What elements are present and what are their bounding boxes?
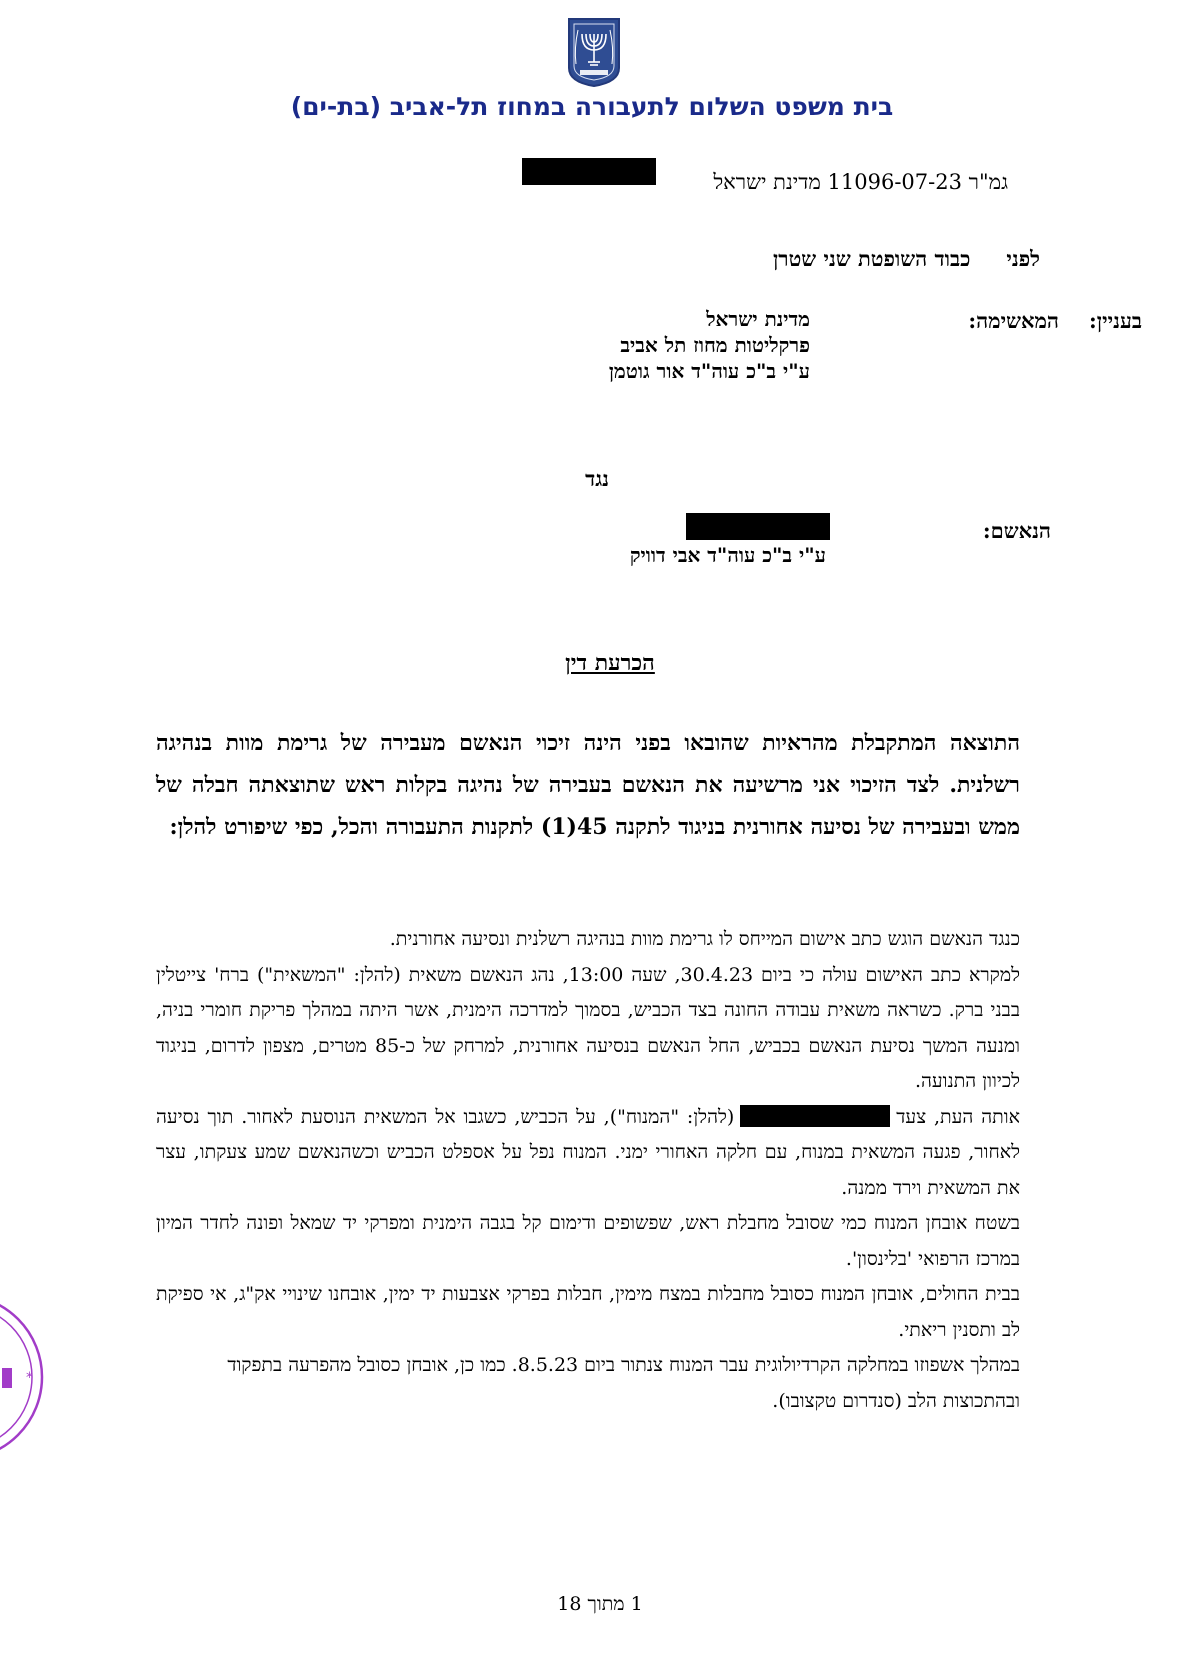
court-name: בית משפט השלום לתעבורה במחוז תל-אביב (בת-ים) [290,92,894,121]
paragraph: כנגד הנאשם הוגש כתב אישום המייחס לו גרימת מוות בנהיגה רשלנית ונסיעה אחורנית. [389,928,1020,950]
verdict-summary: התוצאה המתקבלת מהראיות שהובאו בפני הינה זיכוי הנאשם מעבירה של גרימת מוות בנהיגה רשלנית. לצד הזיכוי אני מרשיעה את הנאשם בעבירה של נהיגה בקלות ראש שתוצאתה חבלה של ממש ובעבירה של נסיעה אחורנית בניגוד לתקנה 45(1) לתקנות התעבורה והכל, כפי שיפורט להלן: [156,730,1020,840]
paragraph: למקרא כתב האישום עולה כי ביום 30.4.23, שעה 13:00, נהג הנאשם משאית (להלן: "המשאית") ברח' צייטלין בבני ברק. כשראה משאית עבודה החונה בצד הכביש, בסמוך למדרכה הימנית, אשר היתה במהלך פריקת חומרי בניה, ומנעה המשך נסיעת הנאשם בכביש, החל הנאשם בנסיעה אחורנית, למרחק של כ-85 מטרים, מצפון לדרום, בניגוד לכיוון התנועה. [156,963,1020,1092]
victim-suffix: (להלן: "המנוח"), על הכביש, כשגבו אל המשאית הנוסעת לאחור. תוך נסיעה לאחור, פגעה המשאית במנוח, עם חלקה האחורי ימני. המנוח נפל על אספלט הכביש וכשהנאשם שמע צעקתו, עצר את המשאית וירד ממנה. [156,1105,1020,1199]
versus-label: נגד [585,466,609,491]
judge-name: כבוד השופטת שני שטרן [772,246,971,271]
defendant-label: הנאשם: [982,518,1051,543]
paragraph: בשטח אובחן המנוח כמי שסובל מחבלת ראש, שפשופים ודימום קל בגבה הימנית ומפרקי יד שמאל ופונה לחדר המיון במרכז הרפואי 'בלינסון'. [156,1212,1020,1270]
redacted-defendant-name [686,513,830,540]
state-emblem-menorah-icon [566,16,622,88]
prosecution-label: המאשימה: [968,308,1059,333]
prosecution-block [609,306,810,384]
victim-prefix: אותה העת, צעד [896,1105,1020,1128]
defendant-counsel: ע"י ב"כ עוה"ד אבי דוויק [629,543,826,567]
prosecution-line: מדינת ישראל [706,307,810,331]
prosecution-line: ע"י ב"כ עוה"ד אור גוטמן [608,359,810,383]
svg-text:*: * [26,1370,33,1386]
page-indicator: 1 מתוך 18 [557,1593,643,1615]
before-label: לפני [1006,246,1040,271]
paragraph: במהלך אשפוזו במחלקה הקרדיולוגית עבר המנוח צנתור ביום 8.5.23. כמו כן, אובחן כסובל מהפרעה בתפקוד ובהתכוצות הלב (סנדרום טקצובו). [227,1354,1020,1412]
judge-line [773,246,1040,272]
matter-label: בעניין: [1089,308,1142,333]
case-number: גמ"ר 11096-07-23 מדינת ישראל [713,170,1008,194]
court-stamp-icon [0,1292,46,1462]
redacted-party-name [522,158,656,185]
prosecution-line: פרקליטות מחוז תל אביב [620,333,810,357]
paragraph-victim [156,1100,1020,1207]
paragraph: בבית החולים, אובחן המנוח כסובל מחבלות במצח מימין, חבלות בפרקי אצבעות יד ימין, אובחנו שינויי אק"ג, אי ספיקת לב ותסנין ריאתי. [156,1283,1020,1341]
redacted-victim-name [740,1105,890,1127]
verdict-body [156,922,1020,1419]
verdict-heading: הכרעת דין [565,650,655,676]
